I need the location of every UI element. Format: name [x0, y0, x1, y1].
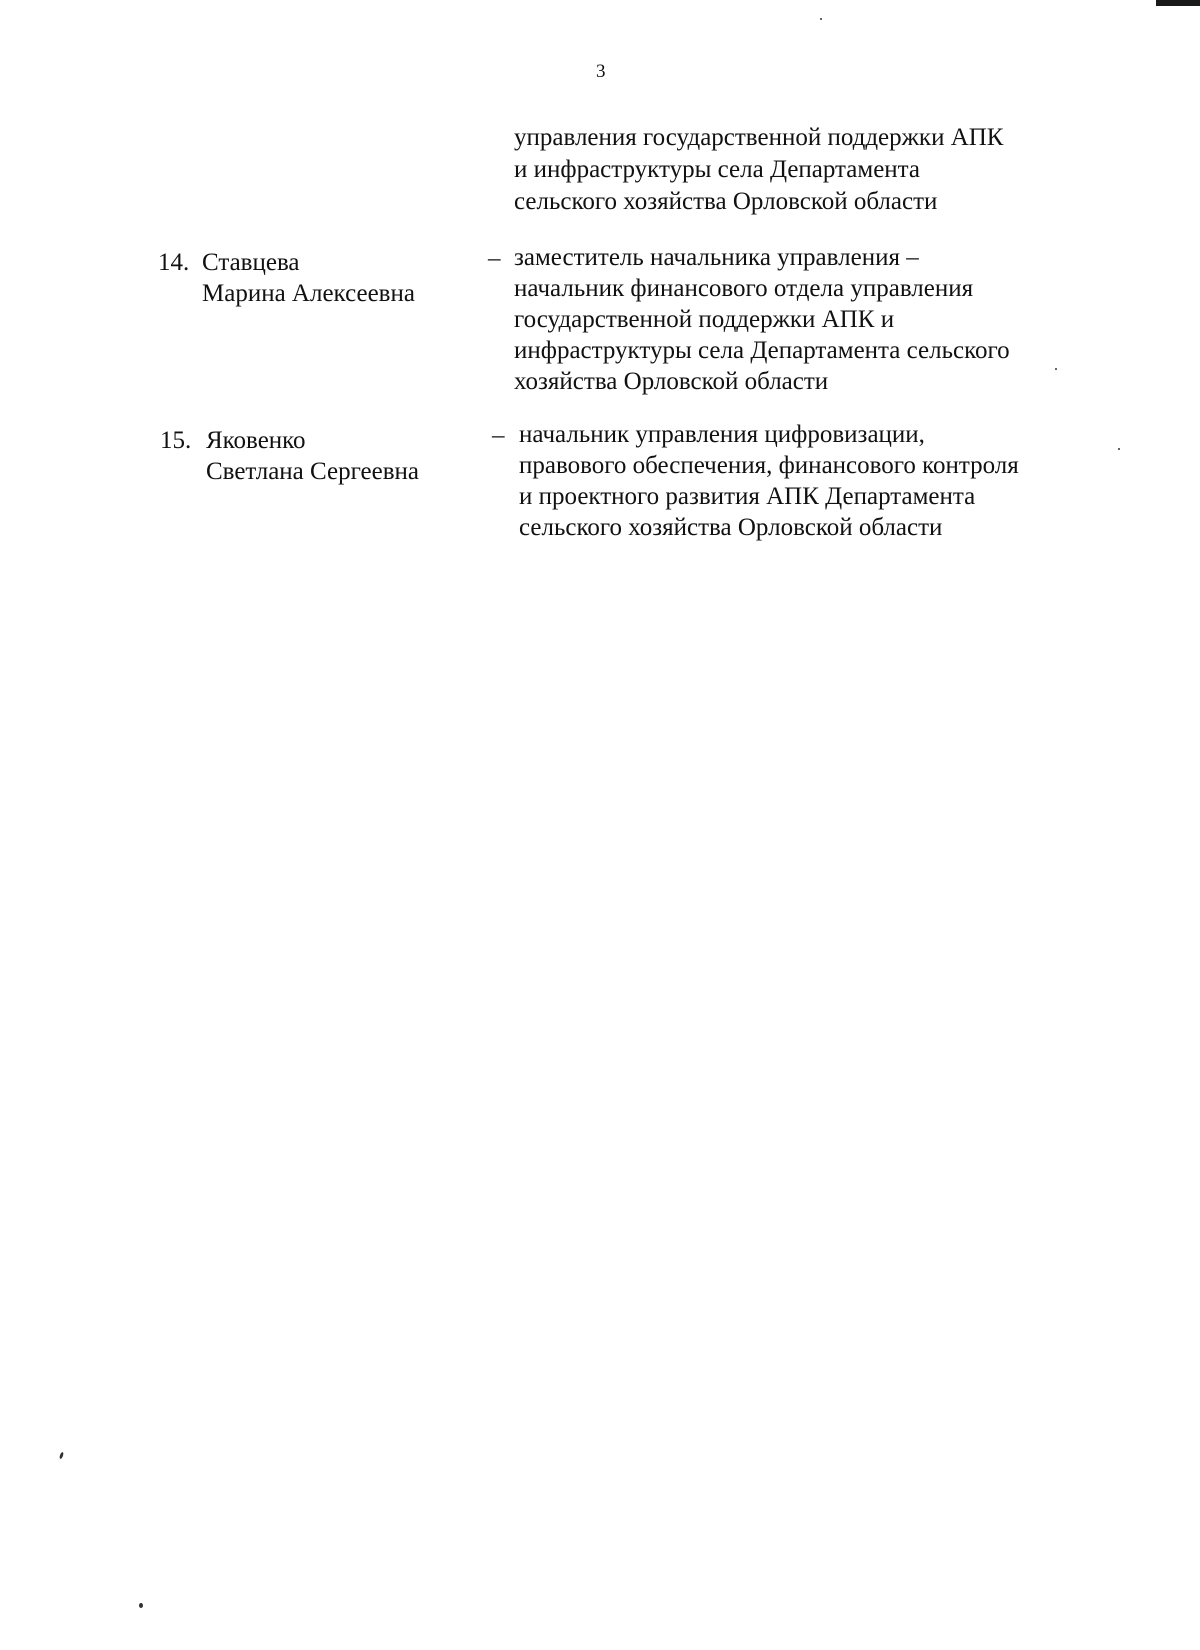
entry-surname: Ставцева	[202, 249, 300, 276]
continuation-line: сельского хозяйства Орловской области	[514, 188, 938, 215]
entry-position-line: заместитель начальника управления –	[514, 244, 919, 271]
entry-position-line: сельского хозяйства Орловской области	[519, 514, 943, 541]
entry-position-line: государственной поддержки АПК и	[514, 306, 895, 333]
entry-position-line: правового обеспечения, финансового контроля	[519, 452, 1019, 479]
entry-dash: –	[492, 422, 505, 449]
page-number: 3	[596, 61, 606, 82]
continuation-line: управления государственной поддержки АПК	[514, 124, 1004, 151]
entry-number: 14.	[158, 249, 190, 276]
entry-given-names: Марина Алексеевна	[202, 280, 415, 307]
entry-dash: –	[488, 245, 501, 272]
scan-speck	[1118, 448, 1120, 450]
scan-corner-mark	[1156, 0, 1200, 6]
entry-position-line: хозяйства Орловской области	[514, 368, 829, 395]
entry-position-line: начальник управления цифровизации,	[519, 421, 925, 448]
entry-position-line: начальник финансового отдела управления	[514, 275, 974, 302]
scan-speck	[59, 1452, 64, 1460]
continuation-line: и инфраструктуры села Департамента	[514, 156, 921, 183]
scan-speck	[139, 1603, 143, 1608]
entry-position-line: инфраструктуры села Департамента сельского	[514, 337, 1010, 364]
entry-given-names: Светлана Сергеевна	[206, 458, 420, 485]
entry-position-line: и проектного развития АПК Департамента	[519, 483, 976, 510]
entry-number: 15.	[160, 427, 192, 454]
scan-speck	[1055, 368, 1057, 370]
entry-surname: Яковенко	[206, 427, 306, 454]
scan-speck	[820, 18, 822, 20]
